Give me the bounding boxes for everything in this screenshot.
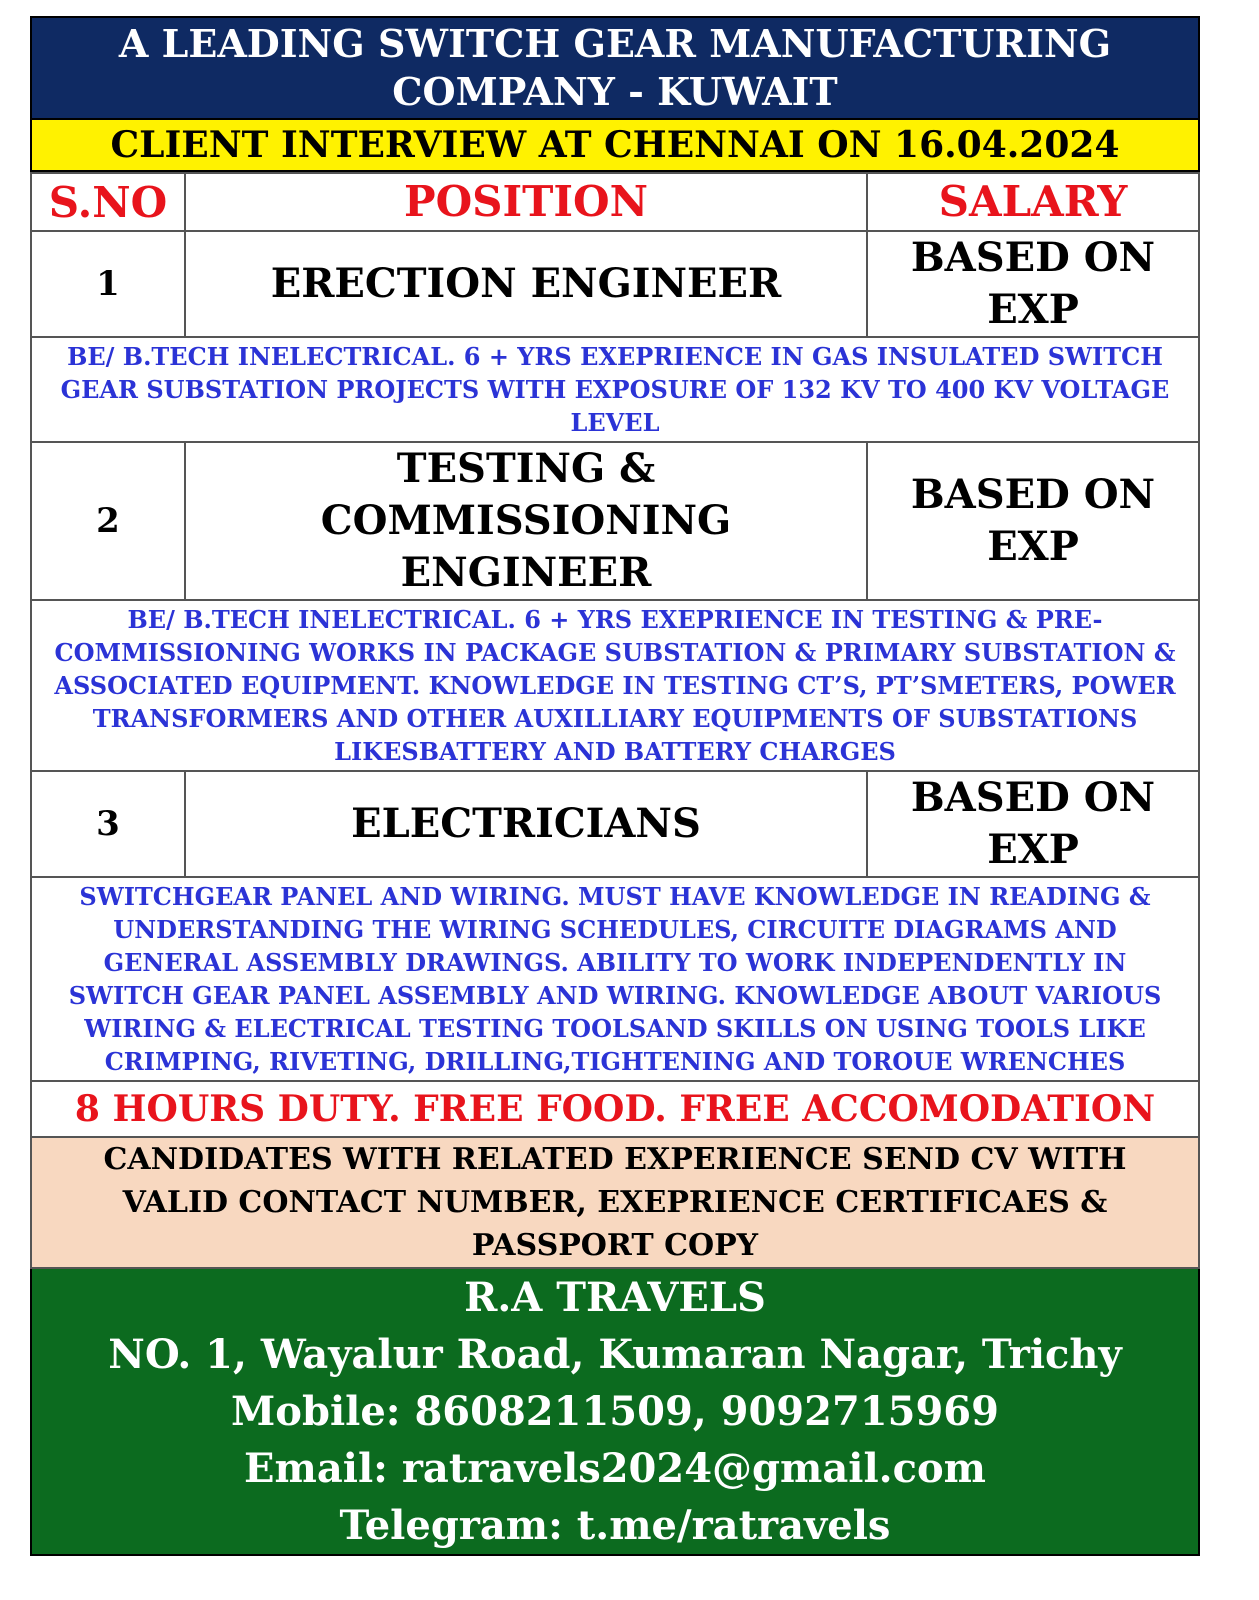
benefits-row	[31, 1081, 1199, 1137]
description-row	[31, 877, 1199, 1081]
table-row	[31, 442, 1199, 600]
row-description: SWITCHGEAR PANEL AND WIRING. MUST HAVE KNOWLEDGE IN READING & UNDERSTANDING THE WIRING SCHEDULES, CIRCUITE DIAGRAMS AND GENERAL ASSEMBLY DRAWINGS. ABILITY TO WORK INDEPENDENTLY IN SWITCH GEAR PANEL ASSEMBLY AND WIRING. KNOWLEDGE ABOUT VARIOUS WIRING & ELECTRICAL TESTING TOOLSAND SKILLS ON USING TOOLS LIKE CRIMPING, RIVETING, DRILLING,TIGHTENING AND TOROUE WRENCHES	[31, 877, 1199, 1081]
salary-line-2: EXP	[987, 523, 1079, 570]
cv-instructions: CANDIDATES WITH RELATED EXPERIENCE SEND CV WITH VALID CONTACT NUMBER, EXEPRIENCE CERTIFICAES & PASSPORT COPY	[31, 1137, 1199, 1268]
row-position	[185, 442, 867, 600]
agency-mobile: Mobile: 8608211509, 9092715969	[231, 1388, 999, 1435]
agency-address: NO. 1, Wayalur Road, Kumaran Nagar, Trichy	[108, 1331, 1122, 1378]
cv-row	[31, 1137, 1199, 1268]
header-line-1: A LEADING SWITCH GEAR MANUFACTURING	[118, 21, 1112, 66]
description-row	[31, 600, 1199, 771]
agency-name: R.A TRAVELS	[464, 1274, 766, 1321]
agency-email[interactable]: Email: ratravels2024@gmail.com	[244, 1445, 986, 1492]
row-salary	[867, 442, 1199, 600]
contact-row	[31, 1268, 1199, 1555]
positions-table	[30, 172, 1200, 1556]
interview-banner: CLIENT INTERVIEW AT CHENNAI ON 16.04.2024	[30, 120, 1200, 172]
row-sno: 1	[31, 231, 185, 337]
salary-line-2: EXP	[987, 826, 1079, 873]
salary-line-1: BASED ON	[910, 471, 1156, 518]
agency-telegram[interactable]: Telegram: t.me/ratravels	[339, 1502, 891, 1549]
salary-header: SALARY	[867, 173, 1199, 231]
position-line-3: ENGINEER	[400, 549, 652, 596]
table-header-row	[31, 173, 1199, 231]
row-position: ELECTRICIANS	[185, 771, 867, 877]
salary-line-1: BASED ON	[910, 234, 1156, 281]
description-row	[31, 337, 1199, 442]
header-line-2: COMPANY - KUWAIT	[392, 69, 838, 114]
row-sno: 2	[31, 442, 185, 600]
contact-block	[31, 1268, 1199, 1555]
position-header: POSITION	[185, 173, 867, 231]
row-salary	[867, 771, 1199, 877]
company-header	[30, 16, 1200, 120]
job-poster	[30, 16, 1200, 1556]
sno-header: S.NO	[31, 173, 185, 231]
benefits-text: 8 HOURS DUTY. FREE FOOD. FREE ACCOMODATION	[31, 1081, 1199, 1137]
row-description: BE/ B.TECH INELECTRICAL. 6 + YRS EXEPRIENCE IN TESTING & PRE-COMMISSIONING WORKS IN PACKAGE SUBSTATION & PRIMARY SUBSTATION & ASSOCIATED EQUIPMENT. KNOWLEDGE IN TESTING CT’S, PT’SMETERS, POWER TRANSFORMERS AND OTHER AUXILLIARY EQUIPMENTS OF SUBSTATIONS LIKESBATTERY AND BATTERY CHARGES	[31, 600, 1199, 771]
table-row	[31, 231, 1199, 337]
salary-line-1: BASED ON	[910, 774, 1156, 821]
row-description: BE/ B.TECH INELECTRICAL. 6 + YRS EXEPRIENCE IN GAS INSULATED SWITCH GEAR SUBSTATION PROJECTS WITH EXPOSURE OF 132 KV TO 400 KV VOLTAGE LEVEL	[31, 337, 1199, 442]
position-line-2: COMMISSIONING	[320, 497, 732, 544]
position-line-1: TESTING &	[396, 445, 656, 492]
salary-line-2: EXP	[987, 286, 1079, 333]
row-sno: 3	[31, 771, 185, 877]
row-position: ERECTION ENGINEER	[185, 231, 867, 337]
table-row	[31, 771, 1199, 877]
row-salary	[867, 231, 1199, 337]
